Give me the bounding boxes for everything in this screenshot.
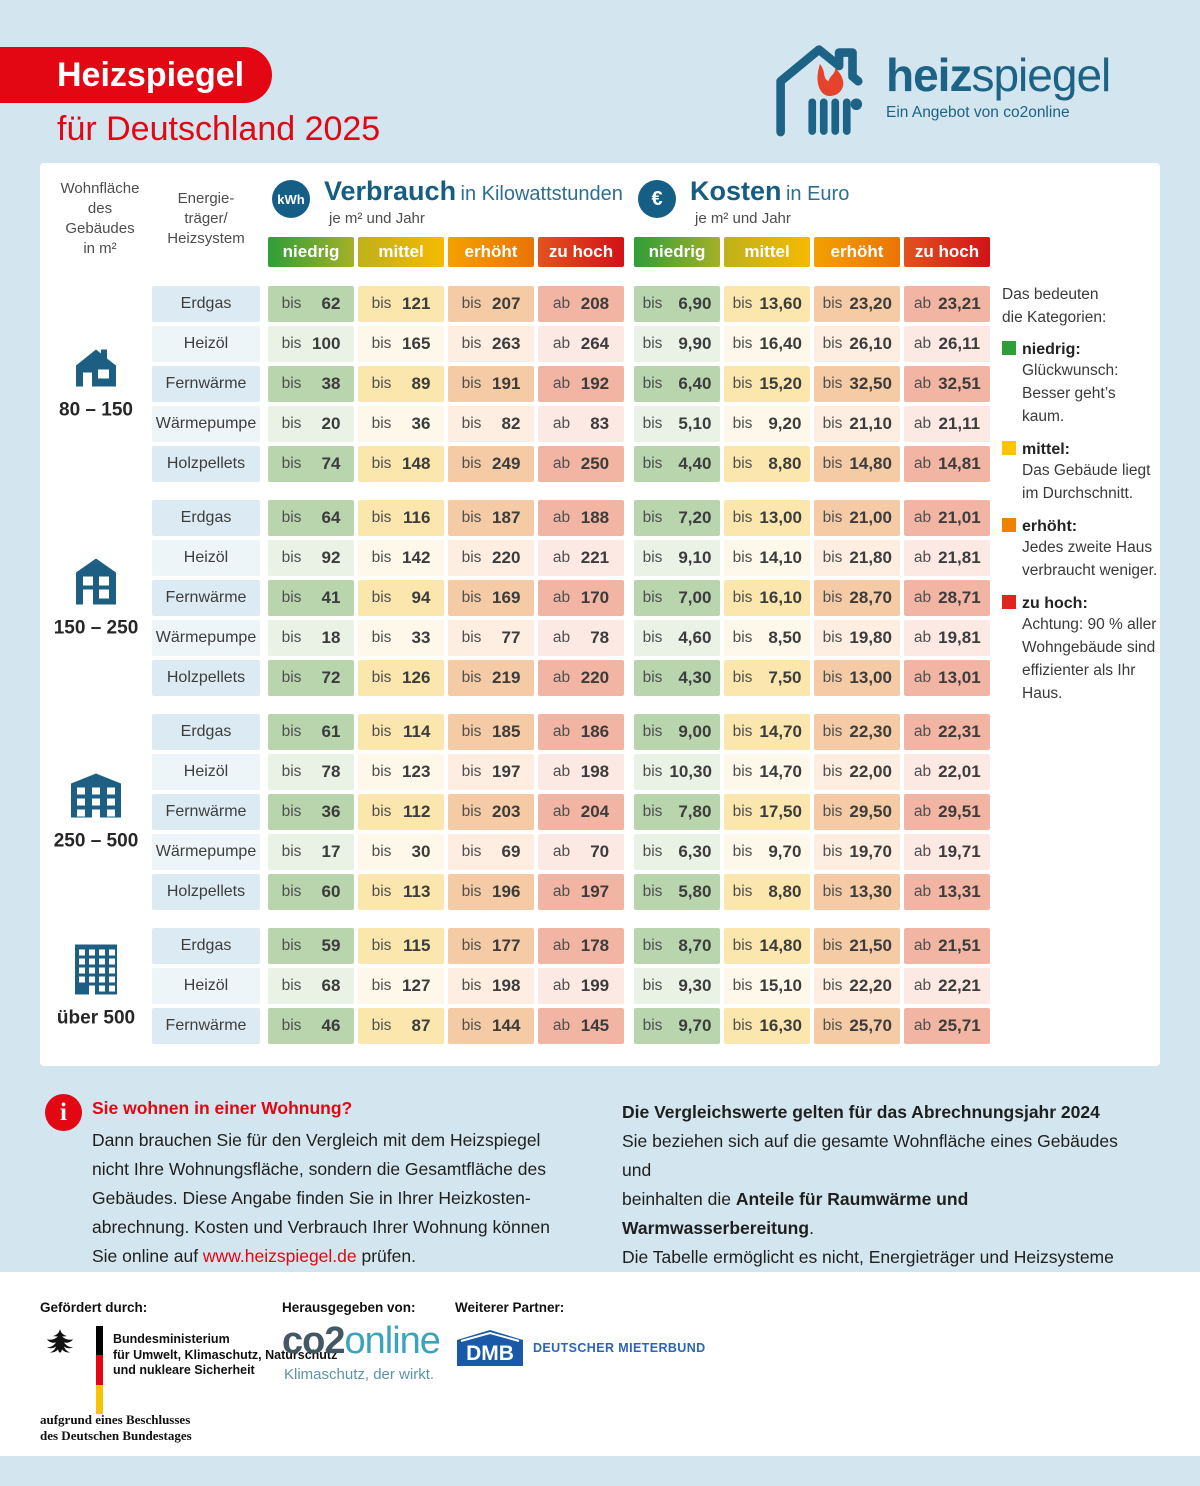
verbrauch-cell: bis 36 bbox=[268, 794, 354, 830]
verbrauch-cell: ab 78 bbox=[538, 620, 624, 656]
verbrauch-cell: bis 112 bbox=[358, 794, 444, 830]
heizspiegel-house-icon bbox=[772, 36, 864, 138]
kosten-cell: bis 13,00 bbox=[724, 500, 810, 536]
partner-label: Weiterer Partner: bbox=[455, 1300, 565, 1315]
verbrauch-section-title: Verbrauch in Kilowattstunden bbox=[324, 176, 623, 206]
table-row bbox=[152, 366, 1002, 402]
funded-by-label: Gefördert durch: bbox=[40, 1300, 148, 1315]
kosten-cell: bis 19,70 bbox=[814, 834, 900, 870]
verbrauch-cell: ab 186 bbox=[538, 714, 624, 750]
kosten-cell: ab 13,31 bbox=[904, 874, 990, 910]
building-size-label: 250 – 500 bbox=[53, 830, 139, 852]
verbrauch-cell: bis 59 bbox=[268, 928, 354, 964]
kosten-cell: bis 16,40 bbox=[724, 326, 810, 362]
energy-carrier-label: Heizöl bbox=[152, 754, 260, 790]
radiator-icon bbox=[808, 99, 862, 135]
kosten-cell: bis 21,00 bbox=[814, 500, 900, 536]
table-row bbox=[152, 874, 1002, 910]
kosten-cell: ab 23,21 bbox=[904, 286, 990, 322]
energy-carrier-label: Erdgas bbox=[152, 500, 260, 536]
verbrauch-cell: bis 87 bbox=[358, 1008, 444, 1044]
kosten-cell: bis 9,90 bbox=[634, 326, 720, 362]
energy-carrier-label: Wärmepumpe bbox=[152, 834, 260, 870]
size-group bbox=[40, 714, 1002, 910]
verbrauch-cell: bis 123 bbox=[358, 754, 444, 790]
kosten-cell: bis 14,10 bbox=[724, 540, 810, 576]
verbrauch-cell: bis 219 bbox=[448, 660, 534, 696]
kosten-cell: ab 13,01 bbox=[904, 660, 990, 696]
title-ribbon bbox=[0, 47, 272, 103]
legend-description: Achtung: 90 % aller Wohngebäude sind effizienter als Ihr Haus. bbox=[1022, 616, 1157, 702]
verbrauch-cell: bis 68 bbox=[268, 968, 354, 1004]
kosten-cell: ab 21,81 bbox=[904, 540, 990, 576]
kosten-cell: bis 4,30 bbox=[634, 660, 720, 696]
energy-carrier-label: Holzpellets bbox=[152, 660, 260, 696]
brand-tagline: Ein Angebot von co2online bbox=[886, 104, 1070, 121]
verbrauch-cell: bis 113 bbox=[358, 874, 444, 910]
building-size-group bbox=[40, 347, 152, 422]
kosten-cell: bis 7,20 bbox=[634, 500, 720, 536]
info-box-title: Sie wohnen in einer Wohnung? bbox=[92, 1098, 353, 1118]
building-size-group bbox=[40, 772, 152, 853]
energy-carrier-label: Heizöl bbox=[152, 326, 260, 362]
kosten-category-header bbox=[634, 237, 994, 267]
tricolor-bar-icon bbox=[96, 1326, 103, 1414]
bottom-strip bbox=[0, 1456, 1200, 1486]
verbrauch-cell: bis 17 bbox=[268, 834, 354, 870]
verbrauch-section-subtitle: je m² und Jahr bbox=[329, 210, 425, 227]
category-chip-2: erhöht bbox=[448, 237, 534, 267]
category-chip-3: zu hoch bbox=[904, 237, 990, 267]
co2online-tagline: Klimaschutz, der wirkt. bbox=[284, 1366, 435, 1383]
legend-description: Jedes zweite Haus verbraucht weniger. bbox=[1022, 539, 1158, 579]
comparison-table bbox=[40, 286, 1002, 1062]
verbrauch-cell: bis 114 bbox=[358, 714, 444, 750]
table-row bbox=[152, 928, 1002, 964]
verbrauch-cell: ab 170 bbox=[538, 580, 624, 616]
info-box-apartment bbox=[92, 1098, 582, 1271]
size-group bbox=[40, 500, 1002, 696]
verbrauch-cell: ab 250 bbox=[538, 446, 624, 482]
table-row bbox=[152, 500, 1002, 536]
verbrauch-cell: bis 36 bbox=[358, 406, 444, 442]
size-group bbox=[40, 286, 1002, 482]
kosten-cell: bis 4,60 bbox=[634, 620, 720, 656]
verbrauch-cell: bis 100 bbox=[268, 326, 354, 362]
category-chip-3: zu hoch bbox=[538, 237, 624, 267]
energy-carrier-label: Erdgas bbox=[152, 286, 260, 322]
kosten-cell: ab 29,51 bbox=[904, 794, 990, 830]
kosten-cell: ab 21,51 bbox=[904, 928, 990, 964]
legend-color-swatch-icon bbox=[1002, 441, 1016, 455]
table-row bbox=[152, 286, 1002, 322]
kosten-cell: bis 14,70 bbox=[724, 714, 810, 750]
energy-carrier-label: Holzpellets bbox=[152, 874, 260, 910]
kosten-cell: bis 9,70 bbox=[634, 1008, 720, 1044]
kosten-cell: bis 4,40 bbox=[634, 446, 720, 482]
legend-item bbox=[1002, 441, 1160, 505]
table-row bbox=[152, 580, 1002, 616]
data-table-card bbox=[40, 163, 1160, 1066]
building-size-group bbox=[40, 557, 152, 640]
kosten-cell: bis 9,20 bbox=[724, 406, 810, 442]
federal-eagle-icon bbox=[40, 1326, 80, 1366]
energy-carrier-label: Fernwärme bbox=[152, 1008, 260, 1044]
verbrauch-cell: bis 72 bbox=[268, 660, 354, 696]
kosten-cell: bis 32,50 bbox=[814, 366, 900, 402]
kosten-cell: bis 8,50 bbox=[724, 620, 810, 656]
verbrauch-cell: bis 126 bbox=[358, 660, 444, 696]
energy-carrier-label: Erdgas bbox=[152, 714, 260, 750]
ministry-name: Bundesministerium für Umwelt, Klimaschutz, Naturschutz und nukleare Sicherheit bbox=[113, 1332, 338, 1377]
euro-badge-icon: € bbox=[638, 180, 676, 218]
verbrauch-cell: bis 41 bbox=[268, 580, 354, 616]
kosten-cell: ab 21,11 bbox=[904, 406, 990, 442]
verbrauch-cell: bis 82 bbox=[448, 406, 534, 442]
verbrauch-cell: bis 142 bbox=[358, 540, 444, 576]
verbrauch-cell: bis 187 bbox=[448, 500, 534, 536]
energy-carrier-label: Holzpellets bbox=[152, 446, 260, 482]
category-legend bbox=[1002, 283, 1160, 718]
kosten-cell: bis 9,30 bbox=[634, 968, 720, 1004]
kosten-cell: bis 19,80 bbox=[814, 620, 900, 656]
kosten-cell: bis 8,80 bbox=[724, 874, 810, 910]
kosten-cell: ab 26,11 bbox=[904, 326, 990, 362]
kosten-cell: bis 14,70 bbox=[724, 754, 810, 790]
building-size-label: über 500 bbox=[56, 1007, 136, 1029]
category-chip-2: erhöht bbox=[814, 237, 900, 267]
verbrauch-cell: bis 78 bbox=[268, 754, 354, 790]
table-row bbox=[152, 968, 1002, 1004]
kosten-cell: ab 19,81 bbox=[904, 620, 990, 656]
kosten-cell: ab 19,71 bbox=[904, 834, 990, 870]
verbrauch-cell: bis 116 bbox=[358, 500, 444, 536]
category-chip-0: niedrig bbox=[268, 237, 354, 267]
verbrauch-cell: bis 148 bbox=[358, 446, 444, 482]
svg-text:DMB: DMB bbox=[466, 1342, 514, 1365]
table-row bbox=[152, 406, 1002, 442]
verbrauch-cell: bis 115 bbox=[358, 928, 444, 964]
verbrauch-cell: ab 220 bbox=[538, 660, 624, 696]
kosten-cell: ab 28,71 bbox=[904, 580, 990, 616]
kosten-cell: bis 13,30 bbox=[814, 874, 900, 910]
legend-term: erhöht: bbox=[1022, 518, 1078, 535]
verbrauch-cell: bis 249 bbox=[448, 446, 534, 482]
kosten-cell: bis 6,30 bbox=[634, 834, 720, 870]
table-row bbox=[152, 714, 1002, 750]
kosten-cell: bis 5,80 bbox=[634, 874, 720, 910]
page-title: Heizspiegel bbox=[57, 55, 245, 94]
kosten-cell: bis 9,10 bbox=[634, 540, 720, 576]
kosten-cell: bis 7,80 bbox=[634, 794, 720, 830]
kosten-cell: bis 13,60 bbox=[724, 286, 810, 322]
dmb-name: DEUTSCHER MIETERBUND bbox=[533, 1341, 706, 1355]
kosten-section-title: Kosten in Euro bbox=[690, 176, 850, 206]
kosten-cell: bis 17,50 bbox=[724, 794, 810, 830]
house-small-icon bbox=[74, 376, 118, 393]
table-row bbox=[152, 834, 1002, 870]
verbrauch-cell: bis 92 bbox=[268, 540, 354, 576]
kosten-cell: ab 22,31 bbox=[904, 714, 990, 750]
energy-carrier-label: Fernwärme bbox=[152, 580, 260, 616]
table-row bbox=[152, 446, 1002, 482]
kosten-cell: bis 23,20 bbox=[814, 286, 900, 322]
verbrauch-cell: ab 192 bbox=[538, 366, 624, 402]
ministry-note: aufgrund eines Beschlusses des Deutschen Bundestages bbox=[40, 1412, 192, 1443]
kosten-cell: bis 21,50 bbox=[814, 928, 900, 964]
legend-color-swatch-icon bbox=[1002, 595, 1016, 609]
legend-term: mittel: bbox=[1022, 441, 1070, 458]
carrier-column-header: Energie- träger/ Heizsystem bbox=[167, 190, 245, 247]
dmb-logo bbox=[455, 1328, 706, 1368]
kosten-cell: ab 32,51 bbox=[904, 366, 990, 402]
page-subtitle: für Deutschland 2025 bbox=[57, 110, 381, 148]
energy-carrier-label: Heizöl bbox=[152, 540, 260, 576]
table-row bbox=[152, 660, 1002, 696]
kosten-cell: bis 10,30 bbox=[634, 754, 720, 790]
legend-title: Das bedeuten die Kategorien: bbox=[1002, 286, 1107, 326]
verbrauch-cell: ab 197 bbox=[538, 874, 624, 910]
legend-description: Das Gebäude liegt im Durchschnitt. bbox=[1022, 462, 1151, 502]
building-large-icon bbox=[71, 984, 121, 1001]
verbrauch-cell: bis 62 bbox=[268, 286, 354, 322]
kosten-cell: bis 21,80 bbox=[814, 540, 900, 576]
kosten-cell: ab 25,71 bbox=[904, 1008, 990, 1044]
published-by-label: Herausgegeben von: bbox=[282, 1300, 416, 1315]
verbrauch-cell: bis 169 bbox=[448, 580, 534, 616]
kosten-cell: bis 7,00 bbox=[634, 580, 720, 616]
brand-wordmark: heizspiegel bbox=[886, 49, 1111, 101]
verbrauch-cell: bis 196 bbox=[448, 874, 534, 910]
energy-carrier-label: Fernwärme bbox=[152, 794, 260, 830]
verbrauch-cell: bis 69 bbox=[448, 834, 534, 870]
legend-term: zu hoch: bbox=[1022, 595, 1088, 612]
verbrauch-cell: ab 208 bbox=[538, 286, 624, 322]
verbrauch-cell: bis 197 bbox=[448, 754, 534, 790]
category-chip-1: mittel bbox=[724, 237, 810, 267]
kosten-cell: bis 25,70 bbox=[814, 1008, 900, 1044]
verbrauch-category-header bbox=[268, 237, 628, 267]
kosten-cell: bis 14,80 bbox=[814, 446, 900, 482]
verbrauch-cell: bis 30 bbox=[358, 834, 444, 870]
verbrauch-cell: ab 204 bbox=[538, 794, 624, 830]
heizspiegel-logo bbox=[772, 36, 1110, 138]
house-medium-icon bbox=[73, 594, 119, 611]
category-chip-0: niedrig bbox=[634, 237, 720, 267]
energy-carrier-label: Erdgas bbox=[152, 928, 260, 964]
info-icon: i bbox=[45, 1094, 82, 1131]
verbrauch-cell: bis 207 bbox=[448, 286, 534, 322]
table-row bbox=[152, 754, 1002, 790]
kosten-cell: ab 22,01 bbox=[904, 754, 990, 790]
kosten-cell: bis 6,90 bbox=[634, 286, 720, 322]
kosten-cell: bis 22,30 bbox=[814, 714, 900, 750]
energy-carrier-label: Heizöl bbox=[152, 968, 260, 1004]
kosten-cell: bis 6,40 bbox=[634, 366, 720, 402]
kosten-cell: bis 7,50 bbox=[724, 660, 810, 696]
kosten-cell: bis 16,10 bbox=[724, 580, 810, 616]
info-box-body: Dann brauchen Sie für den Vergleich mit dem Heizspiegel nicht Ihre Wohnungsfläche, sondern die Gesamtfläche des Gebäudes. Diese Angabe finden Sie in Ihrer Heizkosten- abrechnung. Kosten und Verbrauch Ihrer Wohnung können Sie online auf www.heizspiegel.de prüfen. bbox=[92, 1130, 550, 1266]
info-box-body: Die Vergleichswerte gelten für das Abrechnungsjahr 2024 Sie beziehen sich auf die gesamte Wohnfläche eines Gebäudes und beinhalten die Anteile für Raumwärme und Warmwasserbereitung. Die Tabelle ermöglicht es nicht, Energieträger und Heizsysteme bbox=[622, 1102, 1118, 1267]
verbrauch-cell: bis 74 bbox=[268, 446, 354, 482]
verbrauch-cell: bis 165 bbox=[358, 326, 444, 362]
verbrauch-cell: bis 64 bbox=[268, 500, 354, 536]
kosten-cell: ab 22,21 bbox=[904, 968, 990, 1004]
verbrauch-cell: bis 38 bbox=[268, 366, 354, 402]
building-medium-icon bbox=[69, 807, 123, 824]
verbrauch-cell: ab 83 bbox=[538, 406, 624, 442]
kosten-cell: bis 15,20 bbox=[724, 366, 810, 402]
verbrauch-cell: ab 198 bbox=[538, 754, 624, 790]
category-chip-1: mittel bbox=[358, 237, 444, 267]
dmb-house-icon bbox=[455, 1328, 525, 1368]
verbrauch-cell: bis 94 bbox=[358, 580, 444, 616]
building-size-label: 80 – 150 bbox=[59, 399, 133, 421]
kosten-section-subtitle: je m² und Jahr bbox=[695, 210, 791, 227]
verbrauch-cell: bis 191 bbox=[448, 366, 534, 402]
legend-color-swatch-icon bbox=[1002, 518, 1016, 532]
verbrauch-cell: bis 20 bbox=[268, 406, 354, 442]
legend-description: Glückwunsch: Besser geht’s kaum. bbox=[1022, 362, 1119, 425]
kosten-cell: bis 13,00 bbox=[814, 660, 900, 696]
kosten-cell: bis 16,30 bbox=[724, 1008, 810, 1044]
verbrauch-cell: bis 46 bbox=[268, 1008, 354, 1044]
verbrauch-cell: bis 61 bbox=[268, 714, 354, 750]
legend-item bbox=[1002, 518, 1160, 582]
verbrauch-cell: ab 199 bbox=[538, 968, 624, 1004]
table-row bbox=[152, 326, 1002, 362]
table-row bbox=[152, 794, 1002, 830]
verbrauch-cell: ab 188 bbox=[538, 500, 624, 536]
energy-carrier-label: Fernwärme bbox=[152, 366, 260, 402]
table-row bbox=[152, 620, 1002, 656]
kosten-cell: ab 21,01 bbox=[904, 500, 990, 536]
verbrauch-cell: bis 177 bbox=[448, 928, 534, 964]
verbrauch-cell: bis 127 bbox=[358, 968, 444, 1004]
kosten-cell: bis 26,10 bbox=[814, 326, 900, 362]
kosten-cell: bis 29,50 bbox=[814, 794, 900, 830]
verbrauch-cell: bis 220 bbox=[448, 540, 534, 576]
legend-color-swatch-icon bbox=[1002, 341, 1016, 355]
building-size-label: 150 – 250 bbox=[53, 617, 139, 639]
verbrauch-cell: bis 121 bbox=[358, 286, 444, 322]
size-group bbox=[40, 928, 1002, 1044]
legend-term: niedrig: bbox=[1022, 341, 1081, 358]
building-size-group bbox=[40, 943, 152, 1030]
verbrauch-cell: bis 144 bbox=[448, 1008, 534, 1044]
table-row bbox=[152, 1008, 1002, 1044]
verbrauch-cell: bis 198 bbox=[448, 968, 534, 1004]
verbrauch-cell: bis 33 bbox=[358, 620, 444, 656]
kwh-badge-icon: kWh bbox=[272, 180, 310, 218]
kosten-cell: bis 9,70 bbox=[724, 834, 810, 870]
area-column-header: Wohnfläche des Gebäudes in m² bbox=[60, 180, 140, 257]
kosten-cell: bis 9,00 bbox=[634, 714, 720, 750]
kosten-cell: bis 5,10 bbox=[634, 406, 720, 442]
verbrauch-cell: ab 178 bbox=[538, 928, 624, 964]
kosten-cell: bis 22,00 bbox=[814, 754, 900, 790]
kosten-cell: bis 8,70 bbox=[634, 928, 720, 964]
kosten-cell: bis 14,80 bbox=[724, 928, 810, 964]
kosten-cell: ab 14,81 bbox=[904, 446, 990, 482]
energy-carrier-label: Wärmepumpe bbox=[152, 620, 260, 656]
legend-item bbox=[1002, 341, 1160, 428]
verbrauch-cell: ab 221 bbox=[538, 540, 624, 576]
verbrauch-cell: bis 77 bbox=[448, 620, 534, 656]
verbrauch-cell: bis 60 bbox=[268, 874, 354, 910]
kosten-cell: bis 15,10 bbox=[724, 968, 810, 1004]
kosten-cell: bis 28,70 bbox=[814, 580, 900, 616]
co2online-logo: co2online bbox=[282, 1320, 440, 1362]
verbrauch-cell: bis 18 bbox=[268, 620, 354, 656]
verbrauch-cell: bis 89 bbox=[358, 366, 444, 402]
verbrauch-cell: bis 185 bbox=[448, 714, 534, 750]
verbrauch-cell: bis 263 bbox=[448, 326, 534, 362]
verbrauch-cell: ab 70 bbox=[538, 834, 624, 870]
verbrauch-cell: ab 264 bbox=[538, 326, 624, 362]
legend-item bbox=[1002, 595, 1160, 705]
heizspiegel-link[interactable]: www.heizspiegel.de bbox=[202, 1246, 357, 1266]
kosten-cell: bis 8,80 bbox=[724, 446, 810, 482]
verbrauch-cell: bis 203 bbox=[448, 794, 534, 830]
energy-carrier-label: Wärmepumpe bbox=[152, 406, 260, 442]
kosten-cell: bis 21,10 bbox=[814, 406, 900, 442]
kosten-cell: bis 22,20 bbox=[814, 968, 900, 1004]
verbrauch-cell: ab 145 bbox=[538, 1008, 624, 1044]
table-row bbox=[152, 540, 1002, 576]
